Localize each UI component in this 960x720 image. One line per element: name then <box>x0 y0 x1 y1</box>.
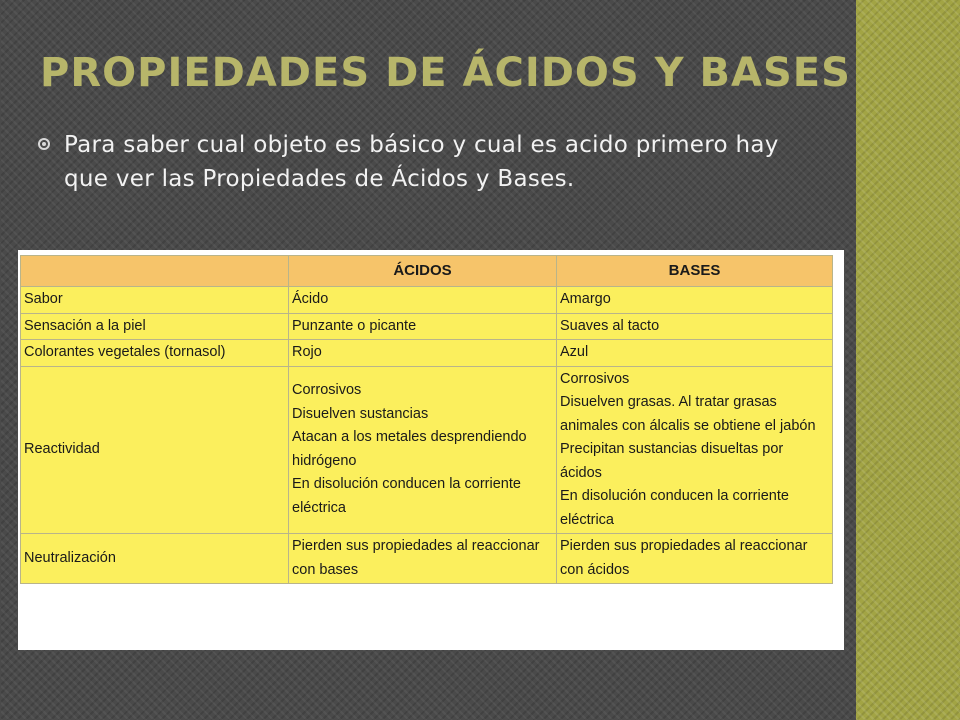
bases-line: Precipitan sustancias disueltas por ácidos <box>560 441 784 481</box>
bases-line: Suaves al tacto <box>560 317 660 334</box>
row-label: Neutralización <box>21 534 289 584</box>
bases-cell <box>557 366 833 534</box>
header-acidos: ÁCIDOS <box>289 256 557 287</box>
row-label: Colorantes vegetales (tornasol) <box>21 340 289 367</box>
bullet-circle-icon <box>38 138 50 150</box>
acidos-line: Atacan a los metales desprendiendo hidrógeno <box>292 429 527 469</box>
table-row <box>21 340 833 367</box>
acidos-line: Punzante o picante <box>292 317 417 334</box>
bases-line: Azul <box>560 344 589 360</box>
bases-line: Pierden sus propiedades al reaccionar con ácidos <box>560 538 808 578</box>
row-label: Reactividad <box>21 366 289 534</box>
bases-cell <box>557 313 833 340</box>
bases-line: Corrosivos <box>560 370 630 387</box>
acidos-line: Rojo <box>292 344 322 360</box>
table-row <box>21 366 833 534</box>
bullet-text: Para saber cual objeto es básico y cual es acido primero hay que ver las Propiedades de Ácidos y Bases. <box>64 132 779 192</box>
acidos-cell <box>289 313 557 340</box>
row-label: Sensación a la piel <box>21 313 289 340</box>
table-row <box>21 287 833 314</box>
acidos-line: Pierden sus propiedades al reaccionar con bases <box>292 538 540 578</box>
acidos-cell <box>289 534 557 584</box>
bases-cell <box>557 287 833 314</box>
bases-line: Amargo <box>560 291 611 307</box>
acidos-cell <box>289 366 557 534</box>
properties-table <box>20 255 833 584</box>
acidos-cell <box>289 287 557 314</box>
acidos-line: Corrosivos <box>292 382 362 399</box>
bases-cell <box>557 534 833 584</box>
side-decor-strip <box>856 0 960 720</box>
header-blank <box>21 256 289 287</box>
slide-title: PROPIEDADES DE ÁCIDOS Y BASES <box>40 50 851 96</box>
acidos-line: Disuelven sustancias <box>292 405 429 422</box>
table-row <box>21 534 833 584</box>
row-label: Sabor <box>21 287 289 314</box>
table-header-row <box>21 256 833 287</box>
acidos-line: En disolución conducen la corriente eléctrica <box>292 476 521 516</box>
table-row <box>21 313 833 340</box>
acidos-cell <box>289 340 557 367</box>
acidos-line: Ácido <box>292 291 329 307</box>
table-image-panel <box>18 250 844 650</box>
bases-line: En disolución conducen la corriente eléctrica <box>560 488 789 528</box>
header-bases: BASES <box>557 256 833 287</box>
bases-line: Disuelven grasas. Al tratar grasas animales con álcalis se obtiene el jabón <box>560 394 816 434</box>
bases-cell <box>557 340 833 367</box>
bullet-point <box>38 128 818 196</box>
